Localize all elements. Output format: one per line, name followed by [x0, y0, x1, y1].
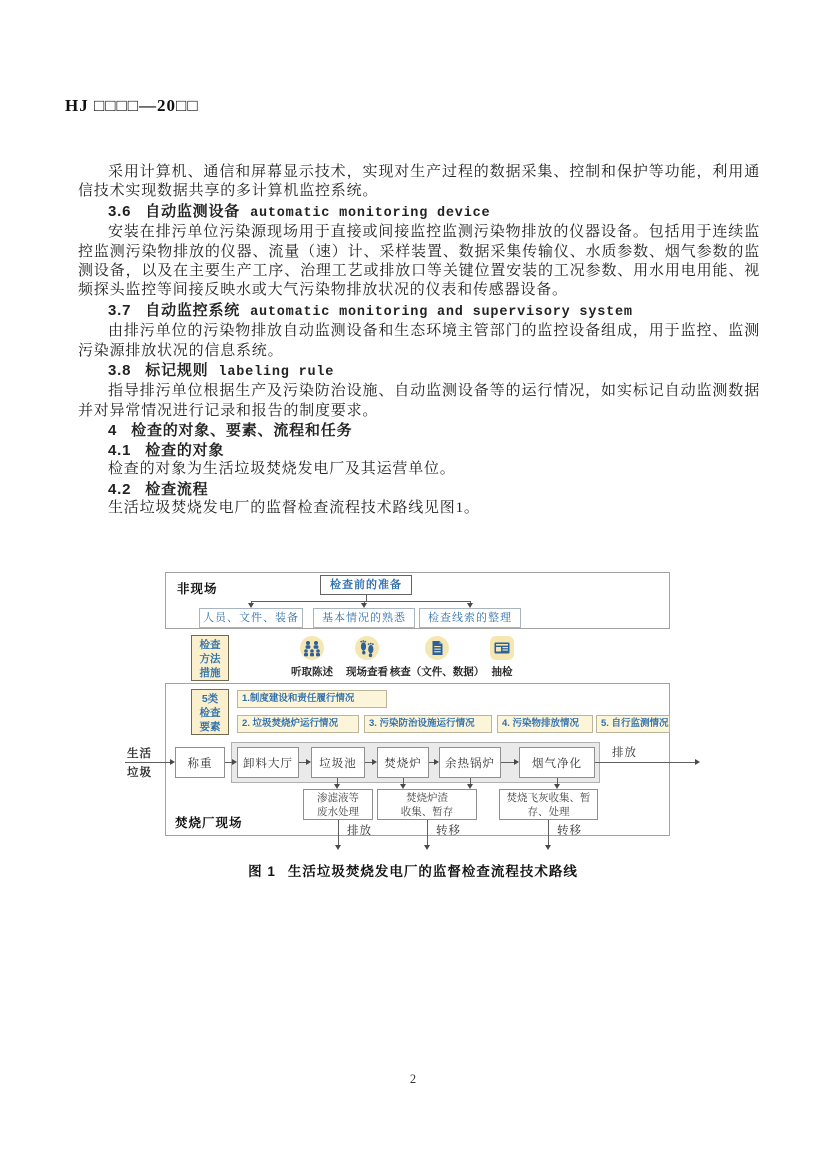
- heading-3-8: [78, 361, 760, 382]
- paragraph-3-8: 指导排污单位根据生产及污染防治设施、自动监测设备等的运行情况，如实标记自动监测数据并对异常情况进行记录和报告的制度要求。: [78, 383, 760, 419]
- heading-4-title: 检查的对象、要素、流程和任务: [131, 422, 353, 440]
- paragraph-3-6: 安装在排污单位污染源现场用于直接或间接监控监测污染物排放的仪器设备。包括用于连续监控监测污染物排放的仪器、流量（速）计、采样装置、数据采集传输仪、水质参数、烟气参数的监测设备，以及在主要生产工序、治理工艺或排放口等关键位置安装的工况参数、用水用电用能、视频探头监控等间接反映水或大气污染物排放状况的仪表和传感器设备。: [78, 224, 760, 299]
- flow-step-box: 卸料大厅: [237, 747, 299, 778]
- screen-icon: [489, 635, 515, 661]
- heading-3-6-num: 3.6: [108, 202, 132, 220]
- heading-3-8-en: labeling rule: [218, 365, 335, 381]
- prep-before-inspection-box: 检查前的准备: [320, 575, 412, 595]
- arrow-right-icon: [372, 759, 377, 765]
- sub-process-box: [303, 789, 373, 820]
- arrow-right-icon: [306, 759, 311, 765]
- onsite-zone-label: 焚烧厂现场: [175, 816, 243, 830]
- arrow-right-icon: [695, 759, 700, 765]
- element-box: 3. 污染防治设施运行情况: [364, 715, 492, 733]
- flow-line: [548, 820, 549, 846]
- figure-caption-text: 生活垃圾焚烧发电厂的监督检查流程技术路线: [287, 864, 578, 879]
- methods-sidebar-label: [191, 635, 229, 681]
- flow-step-box: 垃圾池: [311, 747, 365, 778]
- method-label: 抽检: [491, 666, 513, 678]
- sub-process-line1: 焚烧炉渣: [406, 791, 448, 804]
- offsite-zone-label: 非现场: [177, 582, 218, 596]
- elements-sidebar-line: 检查: [199, 707, 221, 719]
- arrow-down-icon: [424, 845, 430, 850]
- flow-step-box: 烟气净化: [519, 747, 595, 778]
- heading-4-1-title: 检查的对象: [145, 441, 225, 459]
- figure-caption: [0, 860, 826, 880]
- paragraph-4-2: 生活垃圾焚烧发电厂的监督检查流程技术路线见图1。: [108, 499, 480, 516]
- heading-4: [78, 421, 760, 440]
- flow-step-box: 余热锅炉: [439, 747, 501, 778]
- paragraph-4-1: 检查的对象为生活垃圾焚烧发电厂及其运营单位。: [108, 461, 456, 478]
- figure-1-flowchart: [115, 572, 715, 860]
- connector-line: [251, 601, 470, 602]
- prep-item-box: 检查线索的整理: [419, 608, 521, 628]
- elements-sidebar-line: 要素: [199, 721, 221, 733]
- input-label-line2: 垃圾: [127, 767, 152, 779]
- methods-sidebar-line: 措施: [199, 667, 221, 679]
- heading-3-7-num: 3.7: [108, 301, 132, 319]
- output-label: 排放: [347, 825, 372, 837]
- heading-3-7: [78, 301, 760, 322]
- arrow-right-icon: [434, 759, 439, 765]
- method-label: 听取陈述: [291, 666, 333, 678]
- heading-3-6-en: automatic monitoring device: [250, 205, 491, 221]
- flow-line: [501, 762, 515, 763]
- flow-line: [338, 820, 339, 846]
- element-box: 1.制度建设和责任履行情况: [237, 690, 387, 708]
- heading-4-2: [78, 480, 760, 499]
- heading-3-6-zh: 自动监测设备: [145, 202, 241, 220]
- methods-sidebar-line: 检查: [199, 639, 221, 651]
- footprints-icon: [354, 635, 380, 661]
- output-label: 转移: [436, 825, 461, 837]
- heading-3-7-en: automatic monitoring and supervisory system: [250, 304, 633, 320]
- arrow-right-icon: [232, 759, 237, 765]
- arrow-right-icon: [514, 759, 519, 765]
- heading-4-2-num: 4.2: [108, 480, 132, 498]
- paragraph-intro: 采用计算机、通信和屏幕显示技术，实现对生产过程的数据采集、控制和保护等功能，利用通信技术实现数据共享的多计算机监控系统。: [78, 164, 760, 200]
- sub-process-line2: 废水处理: [317, 805, 359, 818]
- arrow-down-icon: [545, 845, 551, 850]
- flow-line: [595, 762, 695, 763]
- output-label: 转移: [557, 825, 582, 837]
- heading-4-1-num: 4.1: [108, 441, 132, 459]
- sub-process-line2: 存、处理: [527, 805, 570, 818]
- flow-step-box: 焚烧炉: [377, 747, 429, 778]
- element-box: 5. 自行监测情况: [596, 715, 670, 733]
- prep-item-box: 基本情况的熟悉: [313, 608, 415, 628]
- flow-line: [427, 820, 428, 846]
- heading-3-8-num: 3.8: [108, 362, 132, 380]
- prep-item-box: 人员、文件、装备: [199, 608, 303, 628]
- body-text: [78, 163, 760, 518]
- methods-sidebar-line: 方法: [199, 653, 221, 665]
- page-number: 2: [409, 1072, 417, 1086]
- method-label: 核查（文件、数据）: [389, 666, 485, 678]
- element-box: 4. 污染物排放情况: [497, 715, 593, 733]
- figure-caption-prefix: 图 1: [248, 864, 276, 879]
- method-label: 现场查看: [346, 666, 388, 678]
- sub-process-box: [377, 789, 477, 820]
- flow-step-box: 称重: [175, 747, 225, 778]
- people-icon: [299, 635, 325, 661]
- discharge-label: 排放: [612, 747, 637, 759]
- heading-4-num: 4: [108, 422, 118, 440]
- sub-process-line1: 焚烧飞灰收集、暂: [506, 791, 591, 804]
- element-box: 2. 垃圾焚烧炉运行情况: [237, 715, 359, 733]
- heading-4-1: [78, 441, 760, 460]
- arrow-down-icon: [335, 845, 341, 850]
- heading-4-2-title: 检查流程: [145, 480, 209, 498]
- sub-process-line1: 渗滤液等: [317, 791, 359, 804]
- elements-sidebar-line: 5类: [201, 693, 219, 705]
- sub-process-line2: 收集、暂存: [400, 805, 454, 818]
- heading-3-6: [78, 202, 760, 223]
- heading-3-8-zh: 标记规则: [145, 362, 209, 380]
- document-icon: [424, 635, 450, 661]
- input-label-line1: 生活: [127, 748, 152, 760]
- heading-3-7-zh: 自动监控系统: [145, 301, 241, 319]
- flow-line: [125, 762, 170, 763]
- elements-sidebar-label: [191, 689, 229, 735]
- paragraph-3-7: 由排污单位的污染物排放自动监测设备和生态环境主管部门的监控设备组成，用于监控、监测污染源排放状况的信息系统。: [78, 323, 760, 359]
- sub-process-box: [499, 789, 598, 820]
- doc-code: HJ □□□□—20□□: [65, 96, 199, 115]
